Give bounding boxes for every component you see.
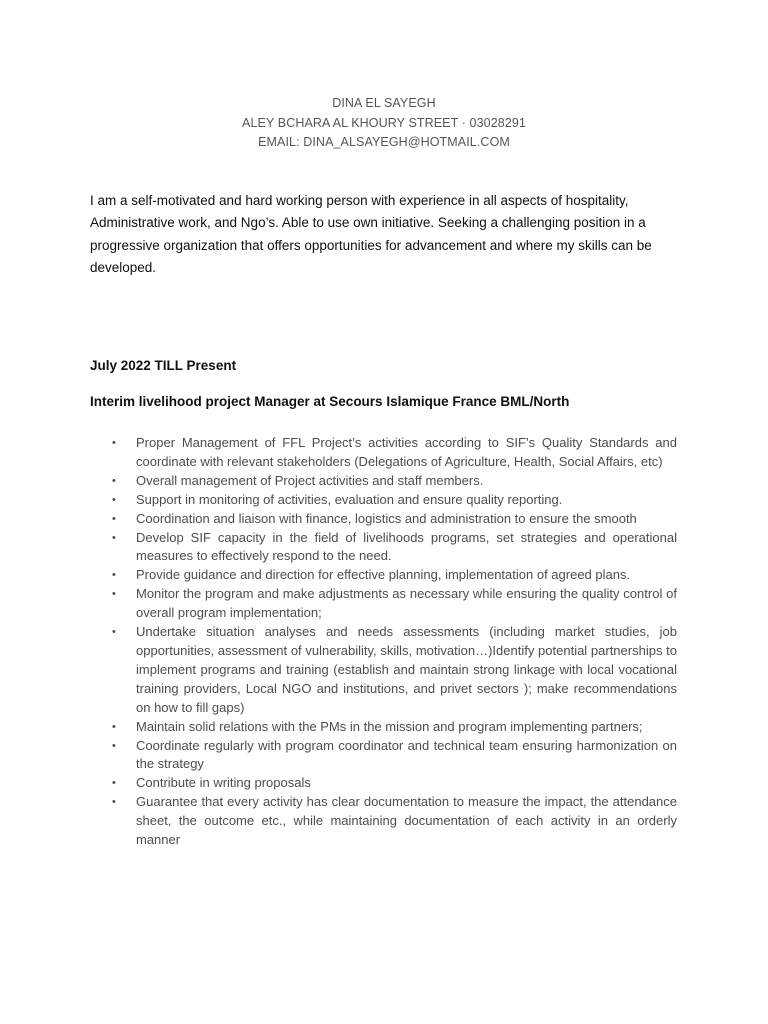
duty-item [112, 566, 677, 585]
duty-text: Undertake situation analyses and needs assessments (including market studies, job opportunities, assessment of vulnerability, skills, motivation…)Identify potential partnerships to implement programs and training (establish and maintain strong linkage with local vocational training providers, Local NGO and institutions, and privet sectors ); make recommendations on how to fill gaps) [136, 624, 677, 715]
duty-text: Develop SIF capacity in the field of livelihoods programs, set strategies and operational measures to effectively respond to the need. [136, 529, 677, 564]
duty-text: Coordination and liaison with finance, logistics and administration to ensure the smooth [136, 510, 637, 526]
duty-item [112, 718, 677, 737]
bullet-icon: • [112, 531, 116, 544]
duty-text: Maintain solid relations with the PMs in the mission and program implementing partners; [136, 718, 643, 734]
duty-item [112, 737, 677, 775]
applicant-email: EMAIL: DINA_ALSAYEGH@HOTMAIL.COM [258, 135, 510, 149]
profile-summary: I am a self-motivated and hard working person with experience in all aspects of hospitality, Administrative work, and Ngo’s. Able to use own initiative. Seeking a challenging position in a progressive organization that offers opportunities for advancement and where my skills can be developed. [90, 193, 652, 275]
bullet-icon: • [112, 569, 116, 582]
bullet-icon: • [112, 739, 116, 752]
job-title: Interim livelihood project Manager at Secours Islamique France BML/North [90, 394, 570, 409]
duty-text: Coordinate regularly with program coordinator and technical team ensuring harmonization on the strategy [136, 737, 677, 772]
duty-item [112, 774, 677, 793]
duty-item [112, 623, 677, 718]
bullet-icon: • [112, 720, 116, 733]
bullet-icon: • [112, 512, 116, 525]
applicant-address: ALEY BCHARA AL KHOURY STREET · 03028291 [242, 115, 526, 130]
bullet-icon: • [112, 777, 116, 790]
duties-list [112, 434, 677, 850]
duty-text: Proper Management of FFL Project’s activities according to SIF’s Quality Standards and coordinate with relevant stakeholders (Delegations of Agriculture, Health, Social Affairs, etc) [136, 435, 677, 469]
bullet-icon: • [112, 796, 116, 809]
applicant-name: DINA EL SAYEGH [332, 96, 436, 110]
bullet-icon: • [112, 493, 116, 506]
contact-header [0, 94, 768, 153]
duty-item [112, 434, 677, 472]
bullet-icon: • [112, 588, 116, 601]
employment-period: July 2022 TILL Present [90, 358, 237, 373]
duty-text: Contribute in writing proposals [136, 775, 311, 791]
duty-item [112, 510, 677, 529]
duty-text: Provide guidance and direction for effective planning, implementation of agreed plans. [136, 567, 631, 583]
bullet-icon: • [112, 474, 116, 487]
duty-text: Overall management of Project activities and staff members. [136, 472, 484, 488]
duty-item [112, 491, 677, 510]
duty-text: Support in monitoring of activities, evaluation and ensure quality reporting. [136, 491, 563, 507]
duty-text: Guarantee that every activity has clear documentation to measure the impact, the attendance sheet, the outcome etc., while maintaining documentation of each activity in an orderly manner [136, 794, 677, 848]
duty-item [112, 793, 677, 850]
duty-item [112, 585, 677, 623]
bullet-icon: • [112, 437, 116, 449]
duty-item [112, 472, 677, 491]
bullet-icon: • [112, 626, 116, 639]
duty-item [112, 529, 677, 567]
duty-text: Monitor the program and make adjustments as necessary while ensuring the quality control of overall program implementation; [136, 586, 677, 621]
